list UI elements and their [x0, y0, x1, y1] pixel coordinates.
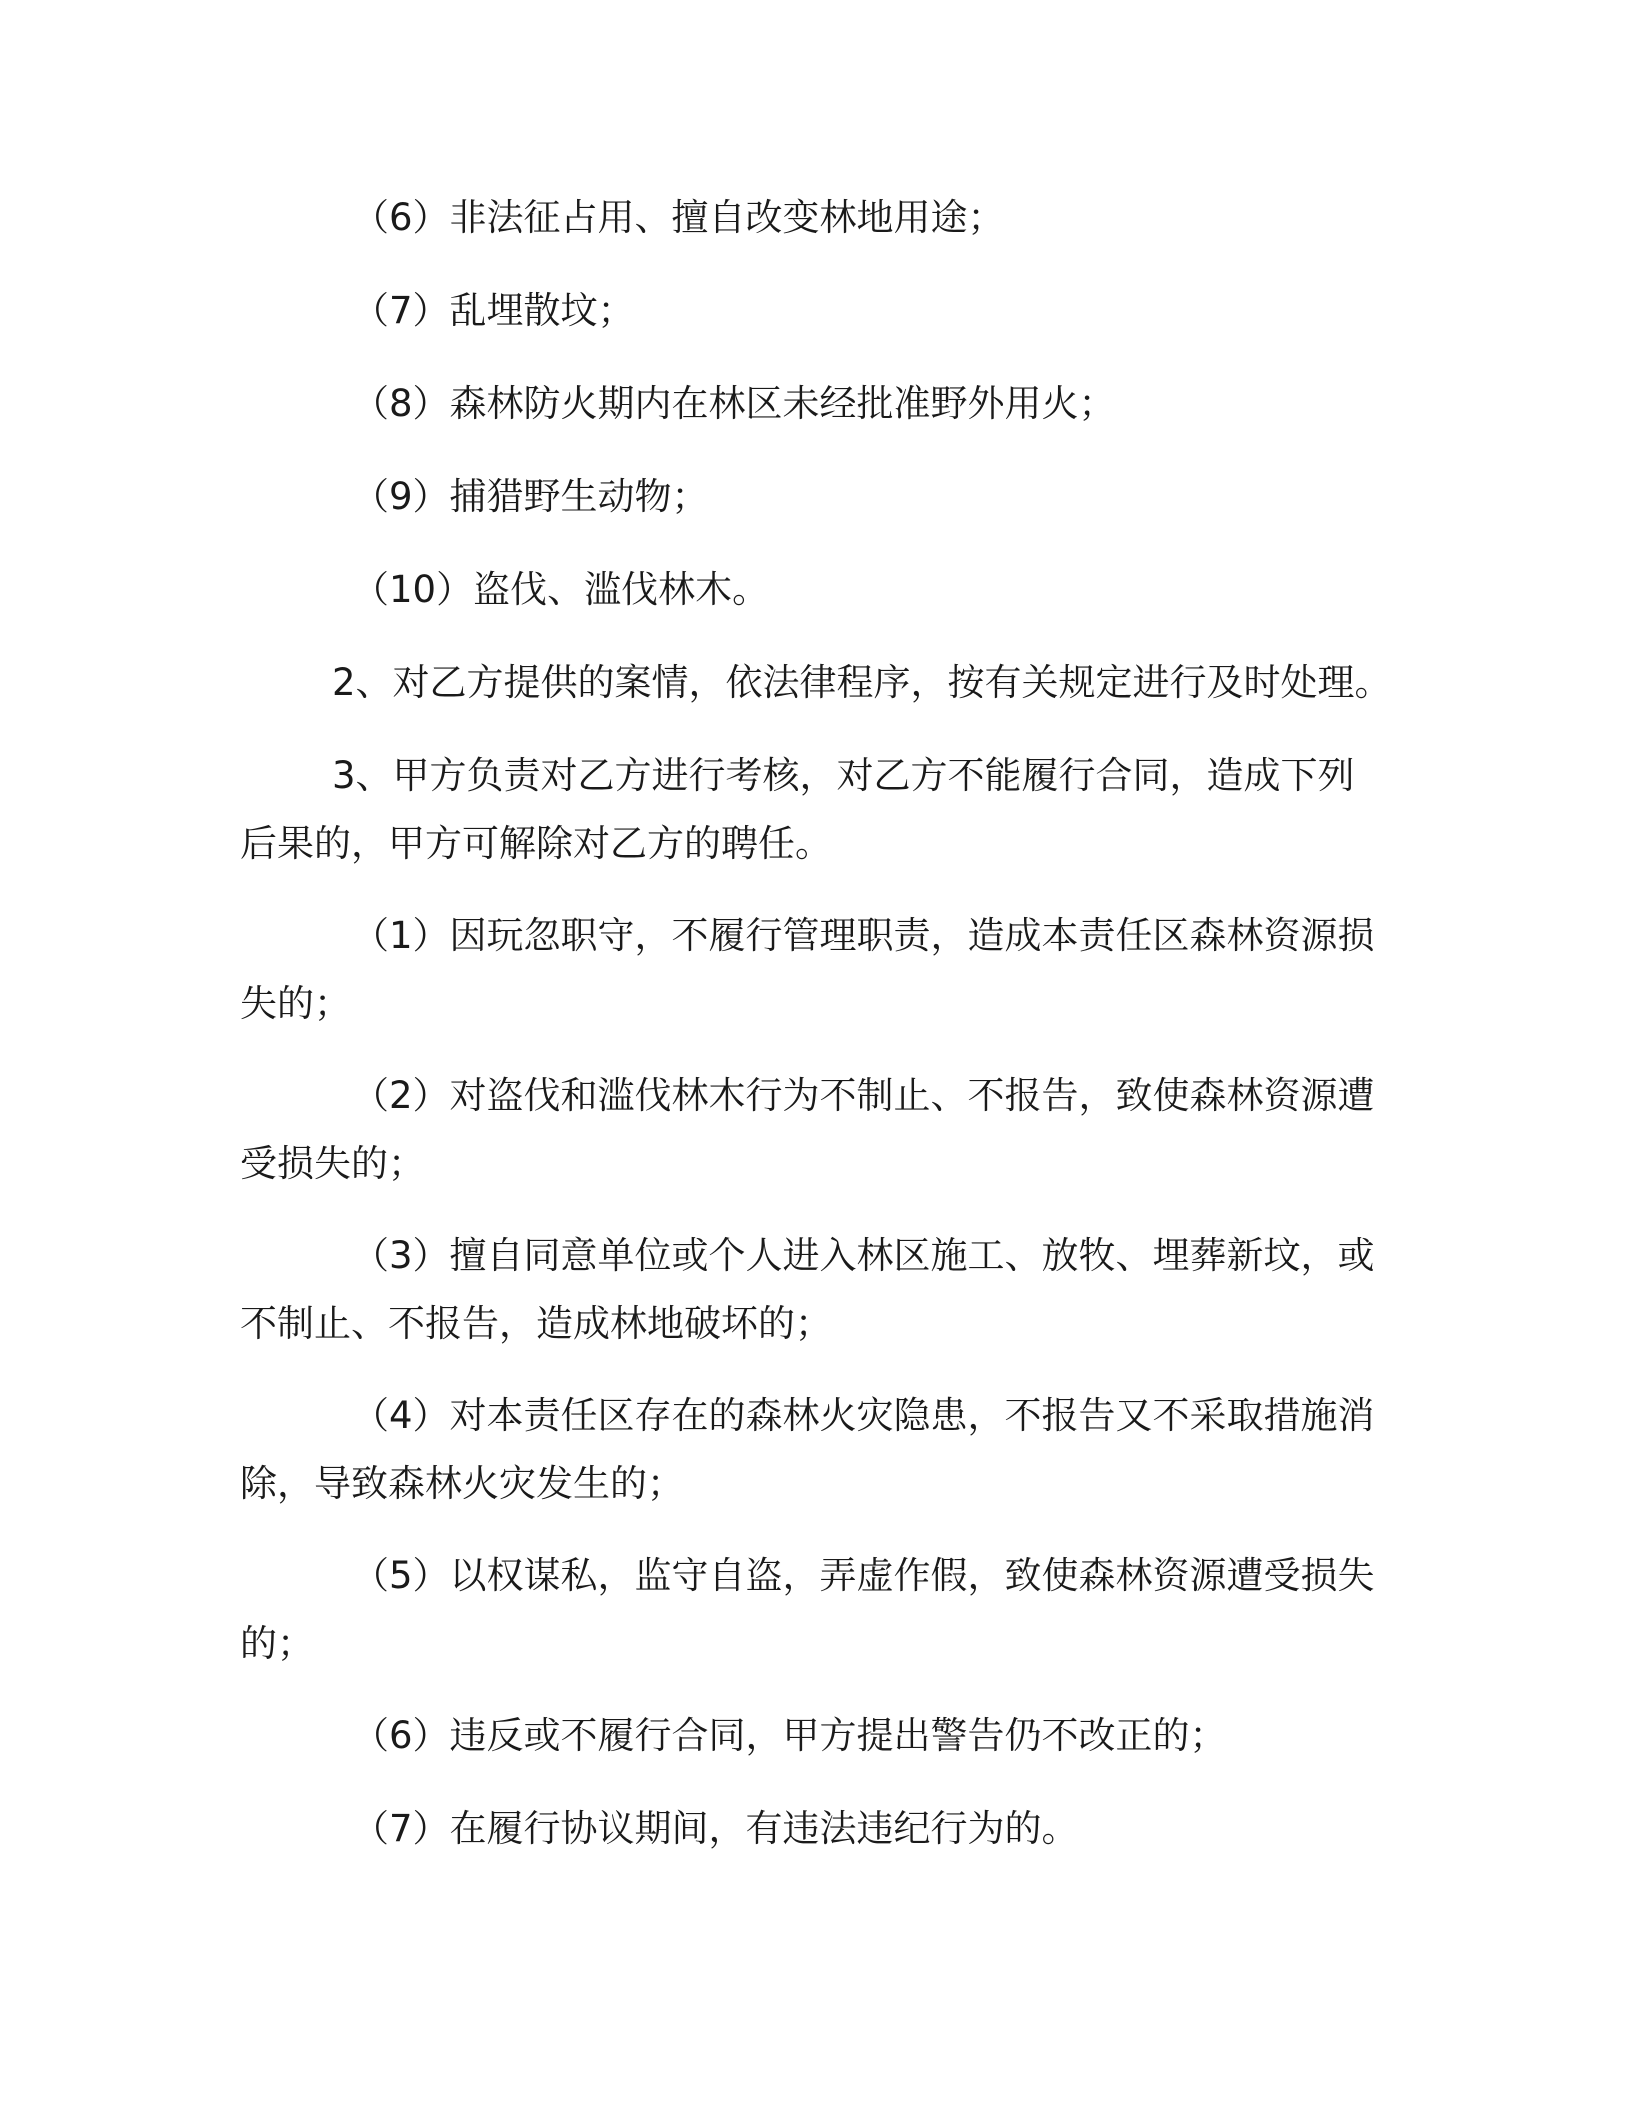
list-item-7: （7）乱埋散坟； — [352, 289, 635, 332]
sub-item-3: （3）擅自同意单位或个人进入林区施工、放牧、埋葬新坟，或不制止、不报告，造成林地破坏的； — [240, 1234, 1375, 1345]
sub-item-7: （7）在履行协议期间，有违法违纪行为的。 — [352, 1807, 1079, 1850]
sub-item-5: （5）以权谋私，监守自盗，弄虚作假，致使森林资源遭受损失的； — [240, 1554, 1375, 1665]
sub-item-2: （2）对盗伐和滥伐林木行为不制止、不报告，致使森林资源遭受损失的； — [240, 1074, 1375, 1185]
list-item-6: （6）非法征占用、擅自改变林地用途； — [352, 196, 1005, 239]
clause-3: 3、甲方负责对乙方进行考核，对乙方不能履行合同，造成下列后果的，甲方可解除对乙方的聘任。 — [240, 754, 1355, 865]
sub-item-1: （1）因玩忽职守，不履行管理职责，造成本责任区森林资源损失的； — [240, 914, 1375, 1025]
clause-2: 2、对乙方提供的案情，依法律程序，按有关规定进行及时处理。 — [332, 661, 1392, 704]
sub-item-6: （6）违反或不履行合同，甲方提出警告仍不改正的； — [352, 1714, 1227, 1757]
list-item-8: （8）森林防火期内在林区未经批准野外用火； — [352, 382, 1116, 425]
list-item-9: （9）捕猎野生动物； — [352, 475, 709, 518]
list-item-10: （10）盗伐、滥伐林木。 — [352, 568, 770, 611]
sub-item-4: （4）对本责任区存在的森林火灾隐患，不报告又不采取措施消除，导致森林火灾发生的； — [240, 1394, 1375, 1505]
